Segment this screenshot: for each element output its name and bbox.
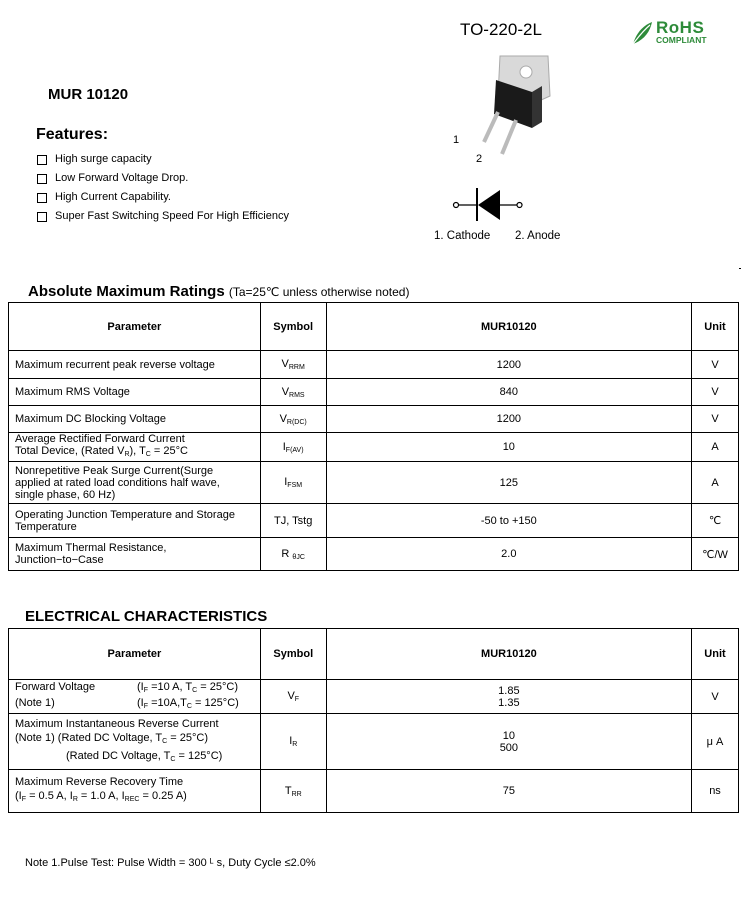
- table-row: Average Rectified Forward Current Total Device, (Rated $V_R$), $T_C = 25^\circ C$ $I_{F(AV)}$ 10 A: [9, 433, 739, 462]
- table-row: Operating Junction Temperature and Storage Temperature TJ, Tstg -50 to +150 ℃: [9, 504, 739, 538]
- footnote: Note 1.Pulse Test: Pulse Width = 300 ᴸ s, Duty Cycle ≤2.0%: [25, 857, 316, 869]
- table-row: Maximum RMS Voltage $V_{RMS}$ 840 V: [9, 379, 739, 406]
- pin2-label: 2: [476, 153, 483, 165]
- checkbox-icon: [37, 193, 47, 203]
- table-row: Forward Voltage ($I_F =10$ A, $T_C = 25^\circ C$) (Note 1) $(I_F =10A,T_C = 125^\circ C)$ $V_F$ 1.85 1.35 V: [9, 680, 739, 714]
- part-number: MUR 10120: [48, 86, 129, 103]
- table-header-row: [9, 629, 739, 680]
- header-symbol: Symbol: [260, 303, 326, 351]
- table-header-row: [9, 303, 739, 351]
- table-row: Maximum DC Blocking Voltage $V_{R(DC)}$ 1200 V: [9, 406, 739, 433]
- list-item: Low Forward Voltage Drop.: [37, 169, 289, 188]
- elec-title: ELECTRICAL CHARACTERISTICS: [25, 608, 268, 625]
- cathode-label: 1. Cathode: [434, 230, 491, 242]
- table-row: Maximum Instantaneous Reverse Current (Note 1) (Rated DC Voltage, $T_C = 25^\circ C$) (Rated DC Voltage, $T_C = 125^\circ C$) $I_R$ 10 500 μ A: [9, 714, 739, 770]
- header-value: MUR10120: [326, 629, 691, 680]
- features-title: Features:: [36, 126, 109, 143]
- list-item: High Current Capability.: [37, 188, 289, 207]
- rohs-compliant-text: COMPLIANT: [656, 35, 707, 45]
- table-row: Nonrepetitive Peak Surge Current(Surge applied at rated load conditions half wave, single phase, 60 Hz) $I_{FSM}$ 125 A: [9, 462, 739, 504]
- checkbox-icon: [37, 212, 47, 222]
- divider-mark: [739, 268, 741, 269]
- checkbox-icon: [37, 174, 47, 184]
- list-item: Super Fast Switching Speed For High Efficiency: [37, 207, 289, 226]
- header-parameter: Parameter: [9, 303, 261, 351]
- header-unit: Unit: [692, 629, 739, 680]
- pin1-label: 1: [453, 134, 460, 146]
- anode-label: 2. Anode: [515, 230, 561, 242]
- rohs-text: RoHS: [656, 18, 705, 37]
- header-symbol: Symbol: [260, 629, 326, 680]
- list-item: High surge capacity: [37, 150, 289, 169]
- checkbox-icon: [37, 155, 47, 165]
- leaf-icon: [630, 20, 654, 46]
- package-image: [470, 50, 560, 160]
- header-unit: Unit: [692, 303, 739, 351]
- abs-max-note: (Ta=25℃ unless otherwise noted): [228, 285, 410, 299]
- header-value: MUR10120: [326, 303, 691, 351]
- header-parameter: Parameter: [9, 629, 261, 680]
- diode-symbol-icon: [452, 186, 524, 222]
- abs-max-title: Absolute Maximum Ratings (Ta=25℃ unless otherwise noted): [28, 283, 410, 300]
- table-row: Maximum recurrent peak reverse voltage $V_{RRM}$ 1200 V: [9, 351, 739, 379]
- abs-max-table: [8, 302, 739, 571]
- rohs-logo: [630, 18, 718, 48]
- table-row: Maximum Thermal Resistance, Junction−to−Case R $_{\theta JC}$ 2.0 ℃/W: [9, 538, 739, 571]
- features-list: [37, 150, 289, 226]
- package-title: TO-220-2L: [460, 20, 542, 39]
- elec-table: [8, 628, 739, 813]
- table-row: Maximum Reverse Recovery Time ($I_F = 0.5$ A, $I_R = 1.0$ A, $I_{REC} = 0.25$ A) $T_{RR}$ 75 ns: [9, 770, 739, 813]
